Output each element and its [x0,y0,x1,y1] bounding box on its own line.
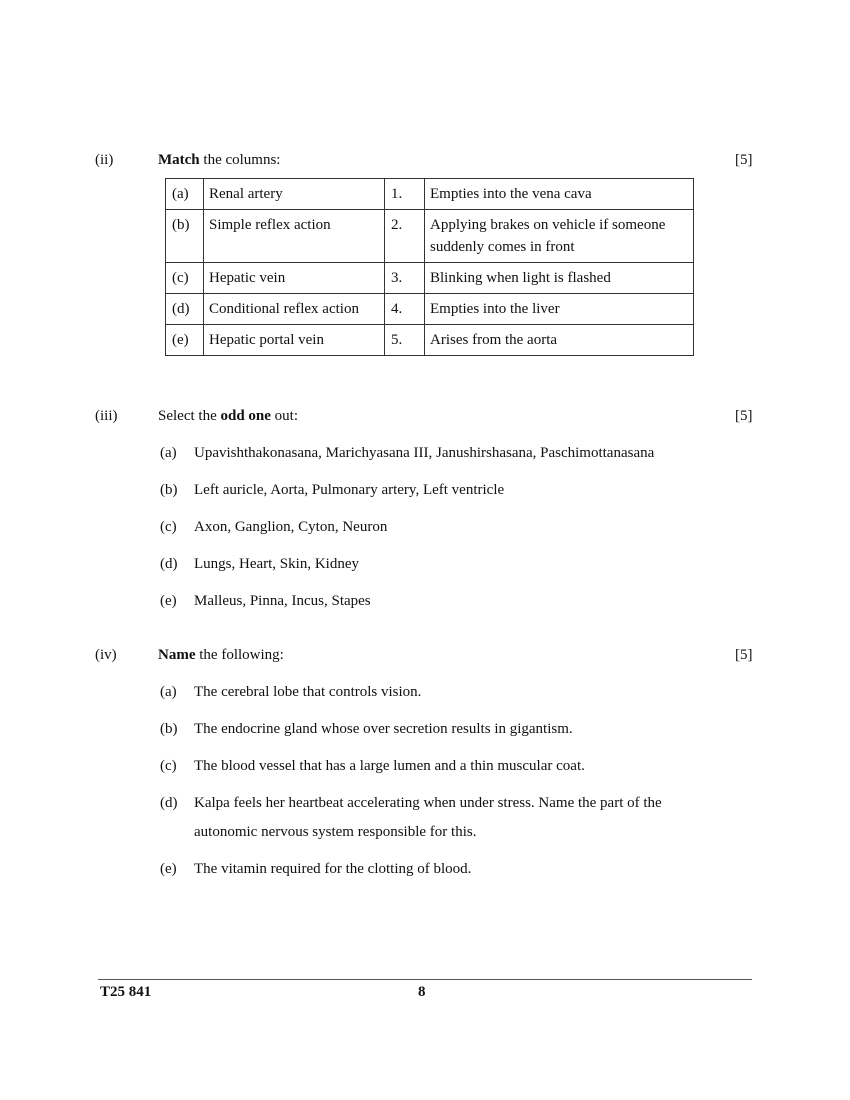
row-letter: (b) [166,210,204,263]
right-item: Empties into the vena cava [425,179,694,210]
row-number: 1. [385,179,425,210]
footer-divider [98,979,752,980]
paper-code: T25 841 [100,984,152,1000]
table-row [166,325,694,356]
item-letter: (a) [160,445,177,461]
prompt-bold: Name [158,647,196,663]
item-letter: (c) [160,519,177,535]
row-letter: (d) [166,294,204,325]
list-item: Malleus, Pinna, Incus, Stapes [194,593,371,609]
left-item: Hepatic vein [204,263,385,294]
list-item: The cerebral lobe that controls vision. [194,684,422,700]
left-item: Renal artery [204,179,385,210]
question-number: (iv) [95,647,117,663]
item-letter: (a) [160,684,177,700]
prompt-text: out: [270,408,299,424]
table-row [166,263,694,294]
left-item: Conditional reflex action [204,294,385,325]
right-item: Arises from the aorta [425,325,694,356]
prompt-text: the following: [195,647,284,663]
item-letter: (d) [160,556,178,572]
marks-label: [5] [735,152,753,168]
question-prompt [158,408,298,425]
list-item: Axon, Ganglion, Cyton, Neuron [194,519,388,535]
prompt-text: Select the [158,408,221,424]
row-letter: (a) [166,179,204,210]
left-item: Simple reflex action [204,210,385,263]
marks-label: [5] [735,647,753,663]
list-item: Kalpa feels her heartbeat accelerating when under stress. Name the part of the autonomic nervous system responsible for this. [194,795,662,840]
row-letter: (e) [166,325,204,356]
right-item: Empties into the liver [425,294,694,325]
row-number: 2. [385,210,425,263]
item-letter: (e) [160,861,177,877]
row-number: 3. [385,263,425,294]
marks-label: [5] [735,408,753,424]
question-prompt [158,647,284,664]
left-item: Hepatic portal vein [204,325,385,356]
table-row [166,210,694,263]
question-number: (iii) [95,408,118,424]
list-item: The blood vessel that has a large lumen and a thin muscular coat. [194,758,585,774]
prompt-bold: Match [158,152,200,168]
list-item: The endocrine gland whose over secretion results in gigantism. [194,721,573,737]
list-item: The vitamin required for the clotting of blood. [194,861,472,877]
page-number: 8 [418,984,426,1000]
list-item: Left auricle, Aorta, Pulmonary artery, Left ventricle [194,482,505,498]
item-letter: (b) [160,721,178,737]
item-letter: (d) [160,795,178,811]
item-letter: (c) [160,758,177,774]
item-letter: (b) [160,482,178,498]
prompt-bold: odd one [220,408,271,424]
table-row [166,179,694,210]
row-number: 4. [385,294,425,325]
right-item: Blinking when light is flashed [425,263,694,294]
item-letter: (e) [160,593,177,609]
list-item: Upavishthakonasana, Marichyasana III, Janushirshasana, Paschimottanasana [194,445,655,461]
table-row [166,294,694,325]
question-number: (ii) [95,152,114,168]
question-prompt [158,152,280,169]
row-letter: (c) [166,263,204,294]
right-item: Applying brakes on vehicle if someone suddenly comes in front [425,210,694,263]
row-number: 5. [385,325,425,356]
list-item: Lungs, Heart, Skin, Kidney [194,556,359,572]
prompt-text: the columns: [199,152,281,168]
match-columns-table [165,178,694,356]
